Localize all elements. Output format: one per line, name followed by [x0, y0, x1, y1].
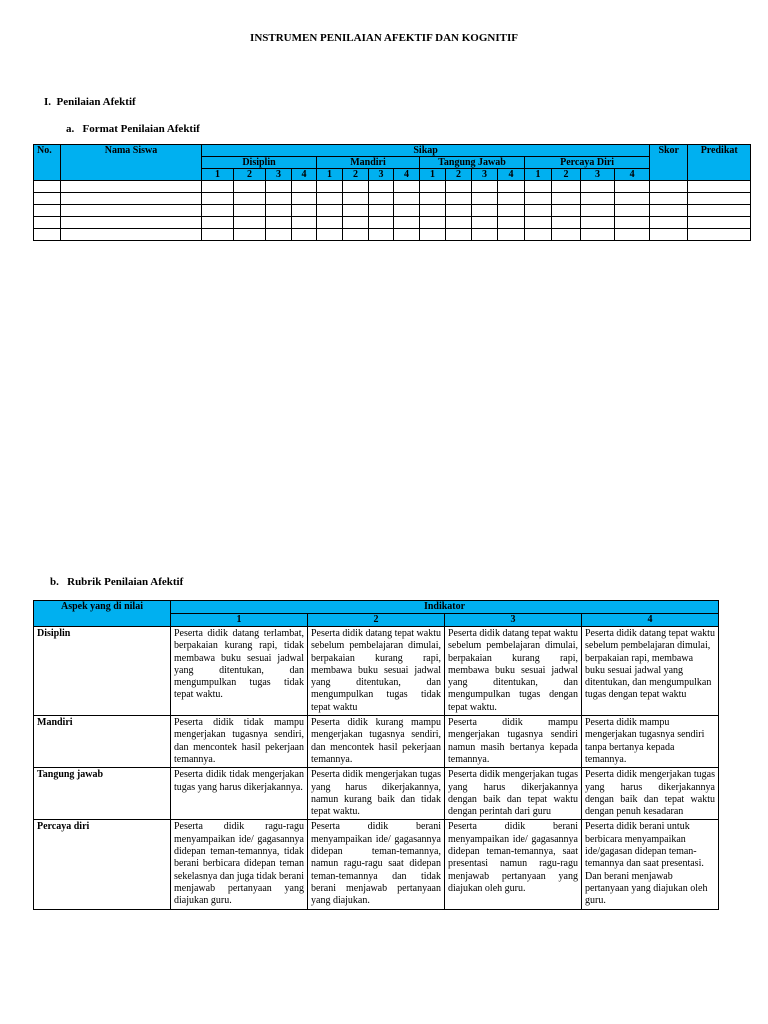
subsection-a-heading [66, 123, 200, 135]
header-score-4: 4 [394, 169, 420, 181]
format-penilaian-table [33, 144, 751, 241]
indicator-cell: Peserta didik datang tepat waktu sebelum pembelajaran dimulai, berpakaian kurang rapi, membawa buku sesuai jadwal yang ditentukan, dan mengumpulkan tugas tidak tepat waktu [308, 627, 445, 716]
indicator-cell: Peserta didik mampu mengerjakan tugasnya sendiri namun masih bertanya kepada temannya. [445, 716, 582, 768]
header-level-1: 1 [171, 614, 308, 627]
table-row [34, 716, 719, 768]
header-nama-siswa: Nama Siswa [61, 145, 202, 181]
empty-cell[interactable] [369, 181, 394, 193]
empty-cell[interactable] [34, 217, 61, 229]
empty-cell[interactable] [552, 205, 581, 217]
aspect-label: Tangung jawab [34, 768, 171, 820]
empty-cell[interactable] [498, 181, 525, 193]
indicator-cell: Peserta didik berani menyampaikan ide/ gagasannya didepan teman-temannya, namun ragu-ragu saat didepan teman-temannya dan tidak berani menjawab pertanyaan yang diajukan. [308, 820, 445, 909]
empty-cell[interactable] [369, 193, 394, 205]
empty-cell[interactable] [552, 193, 581, 205]
empty-cell[interactable] [292, 193, 317, 205]
indicator-cell: Peserta didik kurang mampu mengerjakan tugasnya sendiri, dan mencontek hasil pekerjaan temannya. [308, 716, 445, 768]
empty-cell[interactable] [234, 217, 266, 229]
header-score-2: 2 [343, 169, 369, 181]
empty-cell[interactable] [369, 217, 394, 229]
empty-cell[interactable] [317, 193, 343, 205]
empty-cell[interactable] [234, 229, 266, 241]
empty-cell[interactable] [650, 217, 688, 229]
empty-cell[interactable] [202, 181, 234, 193]
empty-cell[interactable] [317, 229, 343, 241]
empty-cell[interactable] [202, 217, 234, 229]
aspect-label: Percaya diri [34, 820, 171, 909]
empty-cell[interactable] [525, 229, 552, 241]
empty-cell[interactable] [581, 193, 615, 205]
header-level-2: 2 [308, 614, 445, 627]
empty-cell[interactable] [420, 193, 446, 205]
empty-cell[interactable] [369, 205, 394, 217]
header-score-1: 1 [525, 169, 552, 181]
empty-cell[interactable] [552, 229, 581, 241]
empty-cell[interactable] [615, 181, 650, 193]
table-row [34, 627, 719, 716]
empty-cell[interactable] [394, 181, 420, 193]
header-score-1: 1 [420, 169, 446, 181]
header-score-4: 4 [292, 169, 317, 181]
empty-cell[interactable] [61, 193, 202, 205]
empty-cell[interactable] [650, 181, 688, 193]
empty-cell[interactable] [446, 205, 472, 217]
empty-cell[interactable] [498, 229, 525, 241]
empty-cell[interactable] [266, 217, 292, 229]
empty-cell[interactable] [688, 193, 751, 205]
indicator-cell: Peserta didik tidak mampu mengerjakan tugasnya sendiri, dan mencontek hasil pekerjaan temannya. [171, 716, 308, 768]
empty-cell[interactable] [61, 205, 202, 217]
table-row [34, 768, 719, 820]
empty-cell[interactable] [446, 193, 472, 205]
section-label: Penilaian Afektif [56, 96, 136, 108]
header-score-3: 3 [266, 169, 292, 181]
subsection-b-label: Rubrik Penilaian Afektif [67, 576, 184, 588]
header-score-1: 1 [317, 169, 343, 181]
empty-cell[interactable] [615, 217, 650, 229]
empty-cell[interactable] [420, 205, 446, 217]
empty-cell[interactable] [292, 229, 317, 241]
empty-cell[interactable] [525, 193, 552, 205]
empty-cell[interactable] [394, 205, 420, 217]
table-row [34, 229, 751, 241]
empty-cell[interactable] [394, 193, 420, 205]
empty-cell[interactable] [446, 229, 472, 241]
empty-cell[interactable] [446, 217, 472, 229]
indicator-cell: Peserta didik datang tepat waktu sebelum pembelajaran dimulai, berpakaian rapi, membawa buku sesuai jadwal yang ditentukan, dan mengumpulkan tugas dengan tepat waktu [582, 627, 719, 716]
empty-cell[interactable] [292, 181, 317, 193]
table-row [34, 205, 751, 217]
empty-cell[interactable] [202, 193, 234, 205]
table-row [34, 193, 751, 205]
header-level-3: 3 [445, 614, 582, 627]
indicator-cell: Peserta didik mampu mengerjakan tugasnya sendiri tanpa bertanya kepada temannya. [582, 716, 719, 768]
empty-cell[interactable] [472, 181, 498, 193]
empty-cell[interactable] [343, 193, 369, 205]
document-title: INSTRUMEN PENILAIAN AFEKTIF DAN KOGNITIF [250, 32, 518, 44]
empty-cell[interactable] [498, 205, 525, 217]
header-score-1: 1 [202, 169, 234, 181]
empty-cell[interactable] [394, 229, 420, 241]
header-score-2: 2 [552, 169, 581, 181]
indicator-cell: Peserta didik berani menyampaikan ide/ gagasannya didepan teman-temannya, saat presentasi namun ragu-ragu menjawab pertanyaan yang diajukan oleh guru. [445, 820, 582, 909]
header-score-3: 3 [472, 169, 498, 181]
empty-cell[interactable] [292, 205, 317, 217]
empty-cell[interactable] [420, 181, 446, 193]
empty-cell[interactable] [266, 181, 292, 193]
indicator-cell: Peserta didik mengerjakan tugas yang harus dikerjakannya dengan baik dan tepat waktu dengan penuh kesadaran [582, 768, 719, 820]
header-score-3: 3 [581, 169, 615, 181]
header-sikap: Sikap [202, 145, 650, 157]
empty-cell[interactable] [420, 217, 446, 229]
indicator-cell: Peserta didik mengerjakan tugas yang harus dikerjakannya dengan baik dan tepat waktu dengan perintah dari guru [445, 768, 582, 820]
empty-cell[interactable] [61, 181, 202, 193]
subsection-a-letter: a. [66, 123, 75, 135]
header-aspek: Aspek yang di nilai [34, 601, 171, 627]
empty-cell[interactable] [615, 229, 650, 241]
empty-cell[interactable] [472, 229, 498, 241]
aspect-label: Disiplin [34, 627, 171, 716]
empty-cell[interactable] [581, 181, 615, 193]
header-group-mandiri: Mandiri [317, 157, 420, 169]
empty-cell[interactable] [446, 181, 472, 193]
empty-cell[interactable] [266, 205, 292, 217]
empty-cell[interactable] [650, 193, 688, 205]
empty-cell[interactable] [615, 193, 650, 205]
empty-cell[interactable] [688, 229, 751, 241]
empty-cell[interactable] [234, 181, 266, 193]
indicator-cell: Peserta didik datang tepat waktu sebelum pembelajaran dimulai, berpakaian kurang rapi, membawa buku sesuai jadwal yang ditentukan, dan mengumpulkan tugas dengan tepat waktu. [445, 627, 582, 716]
header-score-3: 3 [369, 169, 394, 181]
header-group-disiplin: Disiplin [202, 157, 317, 169]
empty-cell[interactable] [343, 181, 369, 193]
empty-cell[interactable] [472, 193, 498, 205]
empty-cell[interactable] [688, 205, 751, 217]
empty-cell[interactable] [394, 217, 420, 229]
rubrik-penilaian-table [33, 600, 719, 910]
table-row [34, 217, 751, 229]
empty-cell[interactable] [234, 193, 266, 205]
header-no: No. [34, 145, 61, 181]
empty-cell[interactable] [650, 205, 688, 217]
empty-cell[interactable] [552, 181, 581, 193]
empty-cell[interactable] [498, 217, 525, 229]
empty-cell[interactable] [292, 217, 317, 229]
empty-cell[interactable] [234, 205, 266, 217]
empty-cell[interactable] [472, 217, 498, 229]
empty-cell[interactable] [498, 193, 525, 205]
indicator-cell: Peserta didik mengerjakan tugas yang harus dikerjakannya, namun kurang baik dan tidak tepat waktu. [308, 768, 445, 820]
empty-cell[interactable] [581, 205, 615, 217]
header-predikat: Predikat [688, 145, 751, 181]
empty-cell[interactable] [317, 205, 343, 217]
empty-cell[interactable] [343, 217, 369, 229]
section-number: I. [44, 96, 52, 108]
header-score-4: 4 [498, 169, 525, 181]
header-group-tangung-jawab: Tangung Jawab [420, 157, 525, 169]
header-skor: Skor [650, 145, 688, 181]
subsection-b-heading [50, 576, 183, 588]
indicator-cell: Peserta didik tidak mengerjakan tugas yang harus dikerjakannya. [171, 768, 308, 820]
header-group-percaya-diri: Percaya Diri [525, 157, 650, 169]
empty-cell[interactable] [650, 229, 688, 241]
empty-cell[interactable] [688, 181, 751, 193]
empty-cell[interactable] [34, 193, 61, 205]
empty-cell[interactable] [525, 217, 552, 229]
aspect-label: Mandiri [34, 716, 171, 768]
indicator-cell: Peserta didik datang terlambat, berpakaian kurang rapi, tidak membawa buku sesuai jadwal yang ditentukan, dan mengumpulkan tugas tidak tepat waktu. [171, 627, 308, 716]
empty-cell[interactable] [420, 229, 446, 241]
empty-cell[interactable] [343, 205, 369, 217]
empty-cell[interactable] [202, 229, 234, 241]
empty-cell[interactable] [34, 181, 61, 193]
empty-cell[interactable] [525, 181, 552, 193]
header-score-2: 2 [234, 169, 266, 181]
empty-cell[interactable] [61, 217, 202, 229]
empty-cell[interactable] [369, 229, 394, 241]
header-level-4: 4 [582, 614, 719, 627]
empty-cell[interactable] [688, 217, 751, 229]
indicator-cell: Peserta didik ragu-ragu menyampaikan ide/ gagasannya didepan teman-temannya, tidak berani berbicara didepan teman sekelasnya dan juga tidak berani menjawab pertanyaan yang diajukan guru. [171, 820, 308, 909]
empty-cell[interactable] [317, 217, 343, 229]
subsection-a-label: Format Penilaian Afektif [82, 123, 200, 135]
empty-cell[interactable] [266, 229, 292, 241]
empty-cell[interactable] [266, 193, 292, 205]
empty-cell[interactable] [317, 181, 343, 193]
table-row [34, 181, 751, 193]
empty-cell[interactable] [34, 205, 61, 217]
indicator-cell: Peserta didik berani untuk berbicara menyampaikan ide/gagasan didepan teman-temannya dan saat presentasi. Dan berani menjawab pertanyaan yang diajukan oleh guru. [582, 820, 719, 909]
table-row [34, 820, 719, 909]
empty-cell[interactable] [552, 217, 581, 229]
header-score-2: 2 [446, 169, 472, 181]
empty-cell[interactable] [34, 229, 61, 241]
empty-cell[interactable] [525, 205, 552, 217]
empty-cell[interactable] [343, 229, 369, 241]
empty-cell[interactable] [581, 217, 615, 229]
empty-cell[interactable] [202, 205, 234, 217]
empty-cell[interactable] [581, 229, 615, 241]
subsection-b-letter: b. [50, 576, 59, 588]
empty-cell[interactable] [61, 229, 202, 241]
section-heading [44, 96, 136, 108]
empty-cell[interactable] [615, 205, 650, 217]
header-indikator: Indikator [171, 601, 719, 614]
empty-cell[interactable] [472, 205, 498, 217]
header-score-4: 4 [615, 169, 650, 181]
